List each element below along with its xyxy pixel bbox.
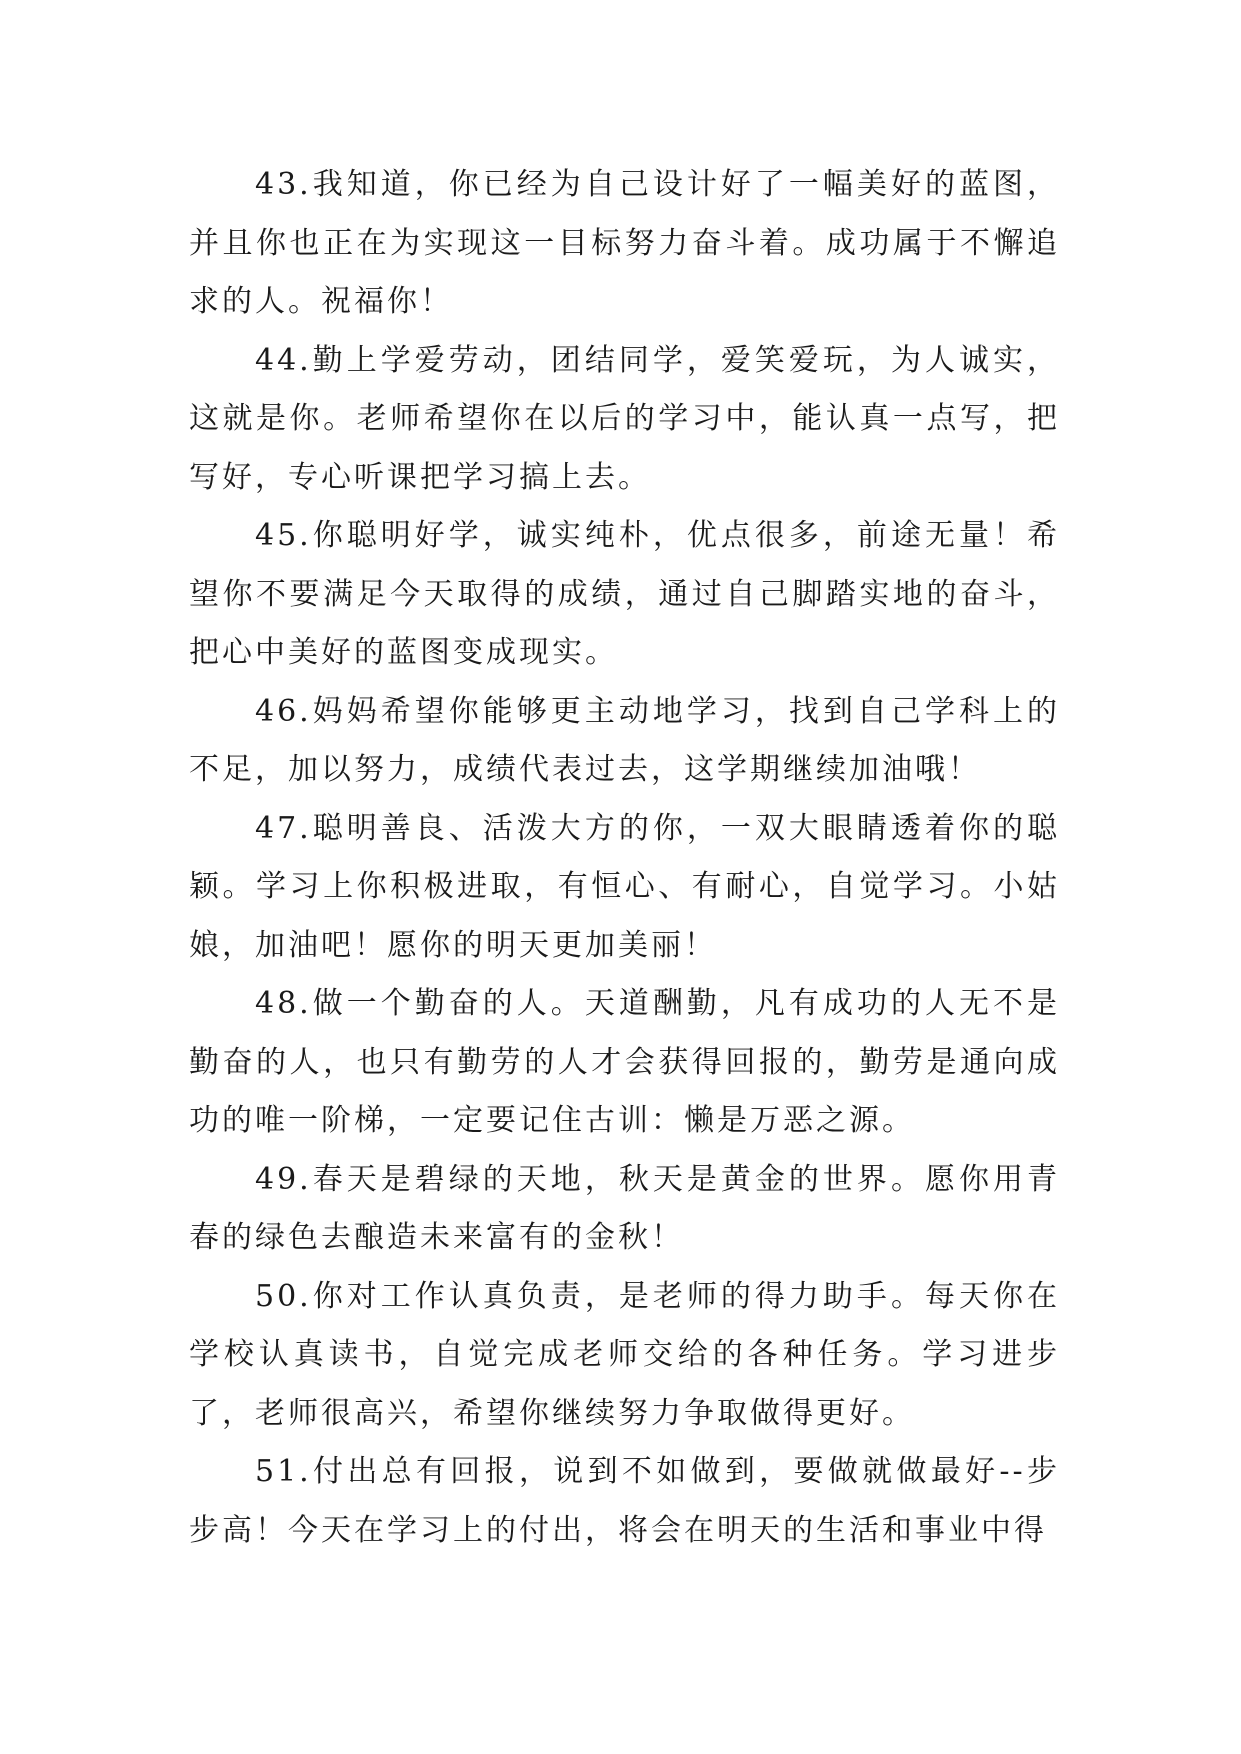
paragraph-50: 50.你对工作认真负责，是老师的得力助手。每天你在学校认真读书，自觉完成老师交给的各种任务。学习进步了，老师很高兴，希望你继续努力争取做得更好。 — [189, 1278, 1060, 1431]
paragraph-48: 48.做一个勤奋的人。天道酬勤，凡有成功的人无不是勤奋的人，也只有勤劳的人才会获得回报的，勤劳是通向成功的唯一阶梯，一定要记住古训：懒是万恶之源。 — [189, 986, 1060, 1138]
paragraph-46: 46.妈妈希望你能够更主动地学习，找到自己学科上的不足，加以努力，成绩代表过去，这学期继续加油哦！ — [189, 693, 1060, 787]
document-body — [189, 156, 1060, 1560]
paragraph-51: 51.付出总有回报，说到不如做到，要做就做最好--步步高！今天在学习上的付出，将会在明天的生活和事业中得 — [189, 1454, 1060, 1548]
paragraph-47: 47.聪明善良、活泼大方的你，一双大眼睛透着你的聪颖。学习上你积极进取，有恒心、有耐心，自觉学习。小姑娘，加油吧！愿你的明天更加美丽！ — [189, 810, 1060, 963]
paragraph-43: 43.我知道，你已经为自己设计好了一幅美好的蓝图，并且你也正在为实现这一目标努力奋斗着。成功属于不懈追求的人。祝福你！ — [189, 167, 1060, 319]
paragraph-44: 44.勤上学爱劳动，团结同学，爱笑爱玩，为人诚实，这就是你。老师希望你在以后的学习中，能认真一点写，把写好，专心听课把学习搞上去。 — [189, 342, 1060, 495]
paragraph-45: 45.你聪明好学，诚实纯朴，优点很多，前途无量！希望你不要满足今天取得的成绩，通过自己脚踏实地的奋斗，把心中美好的蓝图变成现实。 — [189, 518, 1060, 670]
paragraph-49: 49.春天是碧绿的天地，秋天是黄金的世界。愿你用青春的绿色去酿造未来富有的金秋！ — [189, 1161, 1060, 1255]
